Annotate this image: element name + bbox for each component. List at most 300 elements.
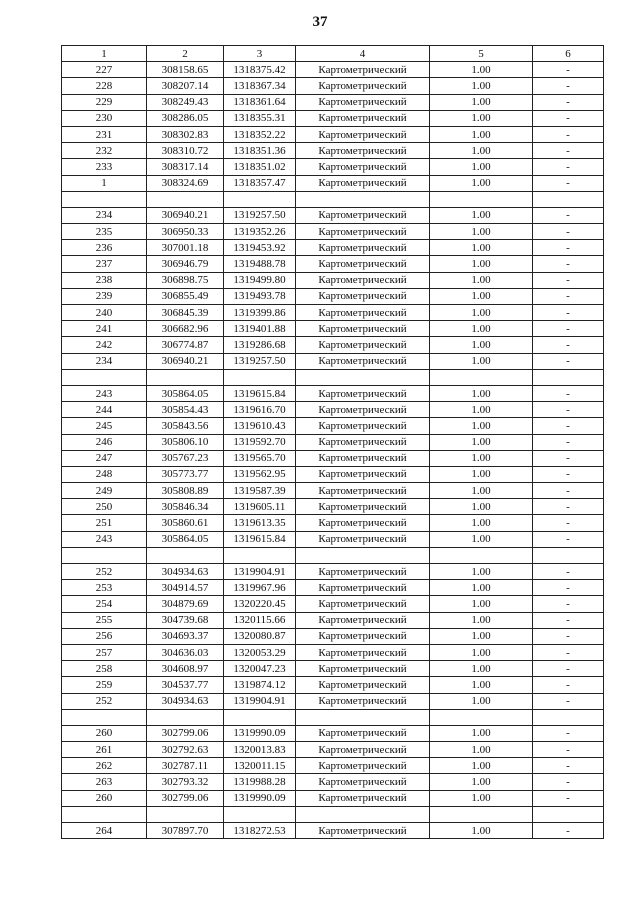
table-cell: [533, 709, 604, 725]
table-cell: 304739.68: [147, 612, 224, 628]
table-cell: Картометрический: [296, 207, 430, 223]
table-cell: 1.00: [430, 256, 533, 272]
table-cell: 240: [62, 305, 147, 321]
table-cell: 1319605.11: [224, 499, 296, 515]
table-row: [62, 207, 604, 223]
table-row: [62, 256, 604, 272]
table-row: [62, 143, 604, 159]
table-cell: 302793.32: [147, 774, 224, 790]
table-cell: 306774.87: [147, 337, 224, 353]
table-cell: -: [533, 725, 604, 741]
table-cell: 304934.63: [147, 693, 224, 709]
table-cell: 1318367.34: [224, 78, 296, 94]
table-cell: Картометрический: [296, 175, 430, 191]
table-cell: [147, 806, 224, 822]
table-cell: 305773.77: [147, 466, 224, 482]
table-cell: -: [533, 466, 604, 482]
table-cell: Картометрический: [296, 823, 430, 839]
table-cell: 304934.63: [147, 564, 224, 580]
table-cell: 1.00: [430, 143, 533, 159]
table-cell: Картометрический: [296, 596, 430, 612]
table-cell: 1.00: [430, 288, 533, 304]
table-cell: Картометрический: [296, 240, 430, 256]
table-cell: 227: [62, 62, 147, 78]
table-cell: Картометрический: [296, 62, 430, 78]
table-cell: 1319565.70: [224, 450, 296, 466]
table-cell: [533, 191, 604, 207]
table-cell: Картометрический: [296, 385, 430, 401]
table-cell: 1319399.86: [224, 305, 296, 321]
table-cell: 229: [62, 94, 147, 110]
table-row: [62, 126, 604, 142]
table-cell: [224, 547, 296, 563]
table-cell: 237: [62, 256, 147, 272]
table-cell: 304608.97: [147, 661, 224, 677]
table-cell: 260: [62, 725, 147, 741]
table-cell: 251: [62, 515, 147, 531]
table-cell: 308317.14: [147, 159, 224, 175]
table-cell: 1318272.53: [224, 823, 296, 839]
table-cell: 1319587.39: [224, 483, 296, 499]
table-row: [62, 78, 604, 94]
table-cell: 1319613.35: [224, 515, 296, 531]
table-cell: 1319488.78: [224, 256, 296, 272]
table-cell: -: [533, 434, 604, 450]
table-cell: 254: [62, 596, 147, 612]
table-separator-row: [62, 191, 604, 207]
table-cell: 1318355.31: [224, 110, 296, 126]
table-cell: -: [533, 78, 604, 94]
table-cell: -: [533, 596, 604, 612]
table-cell: 1.00: [430, 62, 533, 78]
table-cell: Картометрический: [296, 790, 430, 806]
table-cell: Картометрический: [296, 402, 430, 418]
table-cell: 308310.72: [147, 143, 224, 159]
table-cell: 259: [62, 677, 147, 693]
table-row: [62, 62, 604, 78]
table-cell: 1.00: [430, 790, 533, 806]
table-cell: 302787.11: [147, 758, 224, 774]
table-cell: -: [533, 337, 604, 353]
table-header-row: [62, 46, 604, 62]
table-cell: 1.00: [430, 126, 533, 142]
column-header: 3: [224, 46, 296, 62]
table-cell: 306946.79: [147, 256, 224, 272]
table-cell: 243: [62, 531, 147, 547]
table-cell: 308302.83: [147, 126, 224, 142]
table-cell: 308286.05: [147, 110, 224, 126]
page-number: 37: [312, 14, 328, 30]
table-cell: [533, 547, 604, 563]
table-cell: 1.00: [430, 321, 533, 337]
column-header: 6: [533, 46, 604, 62]
table-cell: [430, 547, 533, 563]
table-row: [62, 94, 604, 110]
table-cell: Картометрический: [296, 677, 430, 693]
table-cell: 1319352.26: [224, 224, 296, 240]
table-cell: 307001.18: [147, 240, 224, 256]
table-cell: Картометрический: [296, 580, 430, 596]
table-separator-row: [62, 806, 604, 822]
table-cell: 306940.21: [147, 353, 224, 369]
table-cell: 1319499.80: [224, 272, 296, 288]
table-cell: 230: [62, 110, 147, 126]
table-row: [62, 321, 604, 337]
table-cell: [430, 369, 533, 385]
table-separator-row: [62, 369, 604, 385]
table-cell: 232: [62, 143, 147, 159]
table-cell: [147, 369, 224, 385]
table-cell: 1.00: [430, 434, 533, 450]
table-cell: 305767.23: [147, 450, 224, 466]
table-cell: 1.00: [430, 499, 533, 515]
table-cell: 262: [62, 758, 147, 774]
table-cell: -: [533, 385, 604, 401]
table-cell: [533, 369, 604, 385]
table-cell: 1.00: [430, 466, 533, 482]
table-cell: 256: [62, 628, 147, 644]
table-cell: 1.00: [430, 305, 533, 321]
table-cell: -: [533, 402, 604, 418]
table-row: [62, 483, 604, 499]
table-cell: Картометрический: [296, 758, 430, 774]
table-cell: -: [533, 175, 604, 191]
table-cell: 305846.34: [147, 499, 224, 515]
table-cell: -: [533, 758, 604, 774]
table-row: [62, 823, 604, 839]
table-cell: Картометрический: [296, 450, 430, 466]
table-row: [62, 742, 604, 758]
table-cell: 306855.49: [147, 288, 224, 304]
table-cell: 243: [62, 385, 147, 401]
table-cell: -: [533, 774, 604, 790]
table-cell: [430, 709, 533, 725]
table-body: [62, 62, 604, 839]
table-cell: 263: [62, 774, 147, 790]
table-cell: 1320115.66: [224, 612, 296, 628]
table-cell: Картометрический: [296, 628, 430, 644]
table-cell: 308158.65: [147, 62, 224, 78]
table-cell: 228: [62, 78, 147, 94]
table-cell: 302792.63: [147, 742, 224, 758]
table-cell: Картометрический: [296, 159, 430, 175]
table-cell: -: [533, 628, 604, 644]
table-cell: Картометрический: [296, 272, 430, 288]
table-cell: 1319990.09: [224, 790, 296, 806]
column-header: 4: [296, 46, 430, 62]
table-cell: [296, 191, 430, 207]
table-cell: 1.00: [430, 110, 533, 126]
table-cell: 1319401.88: [224, 321, 296, 337]
table-cell: Картометрический: [296, 126, 430, 142]
table-cell: 1.00: [430, 742, 533, 758]
table-cell: 304914.57: [147, 580, 224, 596]
table-row: [62, 288, 604, 304]
table-cell: Картометрический: [296, 644, 430, 660]
table-cell: 1.00: [430, 272, 533, 288]
table-cell: 1319615.84: [224, 531, 296, 547]
table-cell: -: [533, 207, 604, 223]
table-cell: [430, 191, 533, 207]
table-row: [62, 402, 604, 418]
table-cell: -: [533, 531, 604, 547]
table-cell: 1.00: [430, 94, 533, 110]
table-cell: 1319453.92: [224, 240, 296, 256]
table-cell: 304636.03: [147, 644, 224, 660]
table-cell: 1.00: [430, 644, 533, 660]
table-cell: Картометрический: [296, 337, 430, 353]
table-cell: 1319592.70: [224, 434, 296, 450]
table-cell: 1318357.47: [224, 175, 296, 191]
table-cell: Картометрический: [296, 418, 430, 434]
table-cell: 258: [62, 661, 147, 677]
table-cell: -: [533, 483, 604, 499]
table-cell: [296, 369, 430, 385]
table-cell: -: [533, 62, 604, 78]
table-cell: 1.00: [430, 78, 533, 94]
table-cell: 1320047.23: [224, 661, 296, 677]
table-cell: 1.00: [430, 224, 533, 240]
table-cell: 1.00: [430, 418, 533, 434]
table-cell: [430, 806, 533, 822]
table-cell: -: [533, 823, 604, 839]
table-cell: 306940.21: [147, 207, 224, 223]
table-row: [62, 175, 604, 191]
table-row: [62, 774, 604, 790]
table-cell: 1.00: [430, 725, 533, 741]
table-cell: 1319990.09: [224, 725, 296, 741]
table-cell: 1.00: [430, 450, 533, 466]
table-cell: 1.00: [430, 612, 533, 628]
table-cell: 257: [62, 644, 147, 660]
table-cell: Картометрический: [296, 742, 430, 758]
table-cell: 236: [62, 240, 147, 256]
table-cell: -: [533, 126, 604, 142]
table-row: [62, 758, 604, 774]
table-cell: 1.00: [430, 580, 533, 596]
table-cell: -: [533, 693, 604, 709]
table-cell: 1318361.64: [224, 94, 296, 110]
table-cell: [62, 709, 147, 725]
table-cell: 1319967.96: [224, 580, 296, 596]
table-row: [62, 110, 604, 126]
table-cell: 241: [62, 321, 147, 337]
table-row: [62, 466, 604, 482]
table-row: [62, 580, 604, 596]
table-row: [62, 499, 604, 515]
table-cell: -: [533, 288, 604, 304]
table-cell: Картометрический: [296, 143, 430, 159]
table-cell: Картометрический: [296, 564, 430, 580]
table-cell: 1319616.70: [224, 402, 296, 418]
table-cell: Картометрический: [296, 483, 430, 499]
table-cell: -: [533, 418, 604, 434]
table-row: [62, 159, 604, 175]
table-cell: -: [533, 240, 604, 256]
table-cell: [296, 806, 430, 822]
table-row: [62, 224, 604, 240]
table-cell: -: [533, 677, 604, 693]
table-cell: -: [533, 94, 604, 110]
table-cell: -: [533, 353, 604, 369]
table-cell: 305808.89: [147, 483, 224, 499]
table-cell: -: [533, 499, 604, 515]
table-cell: [147, 547, 224, 563]
table-cell: 1.00: [430, 774, 533, 790]
table-cell: 305854.43: [147, 402, 224, 418]
table-cell: 1319257.50: [224, 207, 296, 223]
table-cell: 1.00: [430, 515, 533, 531]
table-cell: 245: [62, 418, 147, 434]
table-cell: [147, 191, 224, 207]
table-cell: 1319904.91: [224, 693, 296, 709]
table-cell: 255: [62, 612, 147, 628]
table-cell: -: [533, 110, 604, 126]
table-cell: [62, 806, 147, 822]
table-cell: Картометрический: [296, 110, 430, 126]
table-cell: Картометрический: [296, 612, 430, 628]
table-cell: Картометрический: [296, 774, 430, 790]
column-header: 1: [62, 46, 147, 62]
table-cell: -: [533, 450, 604, 466]
table-cell: Картометрический: [296, 661, 430, 677]
table-cell: 1.00: [430, 596, 533, 612]
table-cell: 234: [62, 207, 147, 223]
table-row: [62, 515, 604, 531]
table-row: [62, 677, 604, 693]
table-cell: Картометрический: [296, 434, 430, 450]
table-row: [62, 450, 604, 466]
table-cell: 238: [62, 272, 147, 288]
table-row: [62, 434, 604, 450]
table-cell: 305860.61: [147, 515, 224, 531]
table-cell: 1320053.29: [224, 644, 296, 660]
table-cell: 1.00: [430, 385, 533, 401]
table-cell: -: [533, 612, 604, 628]
table-cell: 260: [62, 790, 147, 806]
table-cell: 231: [62, 126, 147, 142]
table-cell: -: [533, 272, 604, 288]
table-cell: 304879.69: [147, 596, 224, 612]
table-cell: 261: [62, 742, 147, 758]
table-separator-row: [62, 709, 604, 725]
table-cell: 1319874.12: [224, 677, 296, 693]
table-cell: Картометрический: [296, 78, 430, 94]
table-cell: Картометрический: [296, 321, 430, 337]
table-cell: Картометрический: [296, 353, 430, 369]
table-cell: 1: [62, 175, 147, 191]
coordinates-table: [61, 45, 604, 839]
table-cell: 1.00: [430, 483, 533, 499]
table-cell: 1.00: [430, 159, 533, 175]
table-row: [62, 693, 604, 709]
table-cell: 1.00: [430, 240, 533, 256]
table-cell: [224, 709, 296, 725]
table-cell: Картометрический: [296, 288, 430, 304]
table-cell: -: [533, 580, 604, 596]
table-cell: 250: [62, 499, 147, 515]
table-row: [62, 790, 604, 806]
table-cell: 308324.69: [147, 175, 224, 191]
table-cell: -: [533, 143, 604, 159]
column-header: 2: [147, 46, 224, 62]
table-cell: 1319615.84: [224, 385, 296, 401]
table-cell: 306898.75: [147, 272, 224, 288]
table-cell: -: [533, 321, 604, 337]
table-cell: 1319904.91: [224, 564, 296, 580]
table-row: [62, 305, 604, 321]
table-row: [62, 596, 604, 612]
table-cell: Картометрический: [296, 466, 430, 482]
table-row: [62, 644, 604, 660]
table-cell: 1318351.02: [224, 159, 296, 175]
table-row: [62, 564, 604, 580]
table-cell: Картометрический: [296, 256, 430, 272]
table-cell: Картометрический: [296, 305, 430, 321]
table-cell: 1319988.28: [224, 774, 296, 790]
table-cell: [224, 369, 296, 385]
table-separator-row: [62, 547, 604, 563]
table-cell: Картометрический: [296, 224, 430, 240]
table-cell: 242: [62, 337, 147, 353]
table-cell: 1.00: [430, 823, 533, 839]
table-cell: [296, 547, 430, 563]
table-cell: 308249.43: [147, 94, 224, 110]
table-cell: 1319562.95: [224, 466, 296, 482]
table-cell: 1318375.42: [224, 62, 296, 78]
table-row: [62, 385, 604, 401]
table-cell: [296, 709, 430, 725]
table-cell: 252: [62, 564, 147, 580]
table-cell: -: [533, 159, 604, 175]
table-cell: 1.00: [430, 758, 533, 774]
table-cell: 1.00: [430, 564, 533, 580]
table-cell: -: [533, 564, 604, 580]
table-cell: 305864.05: [147, 385, 224, 401]
table-cell: Картометрический: [296, 94, 430, 110]
table-cell: 302799.06: [147, 725, 224, 741]
table-cell: 239: [62, 288, 147, 304]
table-cell: -: [533, 742, 604, 758]
table-cell: -: [533, 224, 604, 240]
table-cell: 264: [62, 823, 147, 839]
table-cell: Картометрический: [296, 515, 430, 531]
table-cell: -: [533, 790, 604, 806]
table-row: [62, 628, 604, 644]
table-cell: [62, 191, 147, 207]
table-cell: 252: [62, 693, 147, 709]
table-cell: -: [533, 661, 604, 677]
table-row: [62, 240, 604, 256]
table-cell: 1320013.83: [224, 742, 296, 758]
table-row: [62, 661, 604, 677]
table-row: [62, 337, 604, 353]
table-cell: 306950.33: [147, 224, 224, 240]
table-cell: 1.00: [430, 337, 533, 353]
table-cell: 1319286.68: [224, 337, 296, 353]
table-cell: -: [533, 515, 604, 531]
table-cell: 246: [62, 434, 147, 450]
table-cell: 1.00: [430, 661, 533, 677]
table-cell: 1320011.15: [224, 758, 296, 774]
table-cell: 234: [62, 353, 147, 369]
table-cell: 306845.39: [147, 305, 224, 321]
table-cell: 1.00: [430, 353, 533, 369]
table-cell: 248: [62, 466, 147, 482]
column-header: 5: [430, 46, 533, 62]
table-cell: 233: [62, 159, 147, 175]
table-cell: Картометрический: [296, 531, 430, 547]
